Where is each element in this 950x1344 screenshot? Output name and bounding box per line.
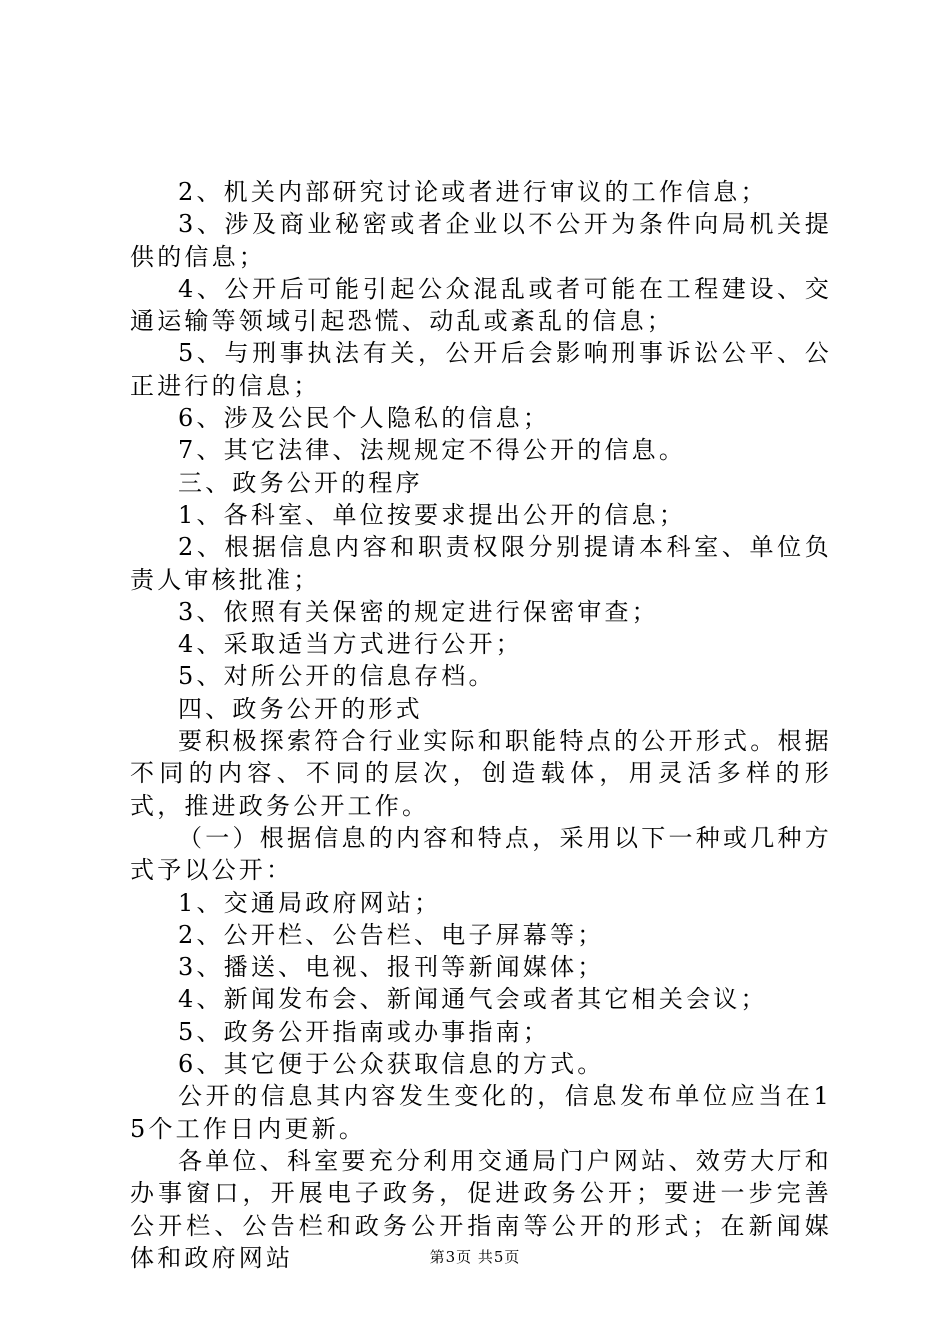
page-footer	[0, 1246, 950, 1267]
paragraph-2: 3、涉及商业秘密或者企业以不公开为条件向局机关提供的信息；	[130, 210, 832, 271]
paragraph-17: 4、新闻发布会、新闻通气会或者其它相关会议；	[178, 985, 768, 1014]
paragraph-8: 2、根据信息内容和职责权限分别提请本科室、单位负责人审核批准；	[130, 533, 832, 594]
paragraph-18: 5、政务公开指南或办事指南；	[178, 1017, 551, 1046]
paragraph-1: 2、机关内部研究讨论或者进行审议的工作信息；	[178, 178, 768, 206]
paragraph-4: 5、与刑事执法有关，公开后会影响刑事诉讼公平、公正进行的信息；	[130, 339, 832, 400]
paragraph-21: 各单位、科室要充分利用交通局门户网站、效劳大厅和办事窗口，开展电子政务，促进政务公开；要进一步完善公开栏、公告栏和政务公开指南等公开的形式；在新闻媒体和政府网站	[130, 1146, 832, 1272]
page-number-label: 第3页 共5页	[429, 1248, 521, 1266]
paragraph-7: 1、各科室、单位按要求提出公开的信息；	[178, 500, 687, 529]
paragraph-6: 7、其它法律、法规规定不得公开的信息。	[178, 436, 687, 465]
paragraph-15: 2、公开栏、公告栏、电子屏幕等；	[178, 920, 605, 949]
paragraph-19: 6、其它便于公众获取信息的方式。	[178, 1050, 605, 1079]
section-heading-3: 三、政务公开的程序	[178, 468, 423, 497]
paragraph-16: 3、播送、电视、报刊等新闻媒体；	[178, 953, 605, 982]
paragraph-20: 公开的信息其内容发生变化的，信息发布单位应当在15个工作日内更新。	[130, 1082, 832, 1143]
paragraph-13: （一）根据信息的内容和特点，采用以下一种或几种方式予以公开：	[130, 823, 832, 885]
paragraph-10: 4、采取适当方式进行公开；	[178, 630, 523, 659]
paragraph-5: 6、涉及公民个人隐私的信息；	[178, 404, 551, 433]
paragraph-11: 5、对所公开的信息存档。	[178, 662, 496, 691]
section-heading-4: 四、政务公开的形式	[178, 694, 423, 723]
paragraph-14: 1、交通局政府网站；	[178, 888, 442, 917]
document-body	[130, 176, 832, 1274]
paragraph-12: 要积极探索符合行业实际和职能特点的公开形式。根据不同的内容、不同的层次，创造载体，用灵活多样的形式，推进政务公开工作。	[130, 727, 832, 820]
paragraph-9: 3、依照有关保密的规定进行保密审查；	[178, 597, 659, 626]
paragraph-3: 4、公开后可能引起公众混乱或者可能在工程建设、交通运输等领域引起恐慌、动乱或紊乱的信息；	[130, 274, 832, 336]
